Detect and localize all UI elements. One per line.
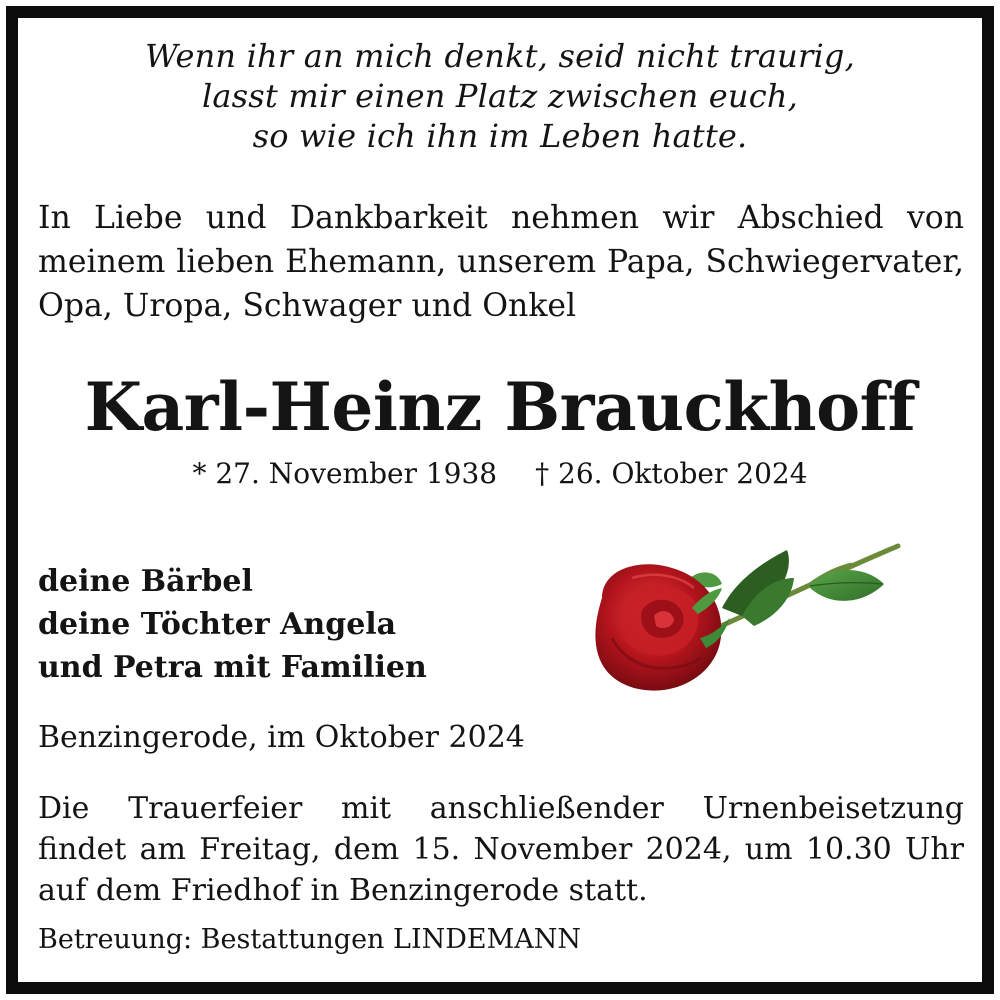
poem-line-1: Wenn ihr an mich denkt, seid nicht traurig, — [145, 37, 855, 75]
poem-line-3: so wie ich ihn im Leben hatte. — [252, 117, 748, 155]
red-rose-icon — [572, 538, 908, 706]
service-line-2: findet am Freitag, dem 15. November 2024, um 10.30 Uhr — [38, 832, 964, 867]
service-line-1: Die Trauerfeier mit anschließender Urnenbeisetzung — [38, 791, 964, 826]
farewell-line-2: meinem lieben Ehemann, unserem Papa, Schwiegervater, — [38, 244, 964, 280]
service-line-3: auf dem Friedhof in Benzingerode statt. — [38, 873, 648, 908]
farewell-line-3: Opa, Uropa, Schwager und Onkel — [38, 288, 577, 324]
mourner-line-1: deine Bärbel — [38, 564, 253, 599]
deceased-name: Karl-Heinz Brauckhoff — [84, 368, 916, 446]
mourners-list — [38, 560, 427, 689]
memorial-poem — [0, 36, 1000, 156]
death-date: † 26. Oktober 2024 — [535, 457, 808, 490]
life-dates — [0, 454, 1000, 494]
mourner-line-3: und Petra mit Familien — [38, 650, 427, 685]
mourner-line-2: deine Töchter Angela — [38, 607, 397, 642]
undertaker-credit: Betreuung: Bestattungen LINDEMANN — [38, 924, 581, 955]
poem-line-2: lasst mir einen Platz zwischen euch, — [201, 77, 799, 115]
place-and-date: Benzingerode, im Oktober 2024 — [38, 720, 525, 755]
birth-date: * 27. November 1938 — [192, 457, 498, 490]
funeral-service-notice — [38, 788, 964, 911]
farewell-text — [38, 196, 964, 328]
farewell-line-1: In Liebe und Dankbarkeit nehmen wir Abschied von — [38, 200, 964, 236]
